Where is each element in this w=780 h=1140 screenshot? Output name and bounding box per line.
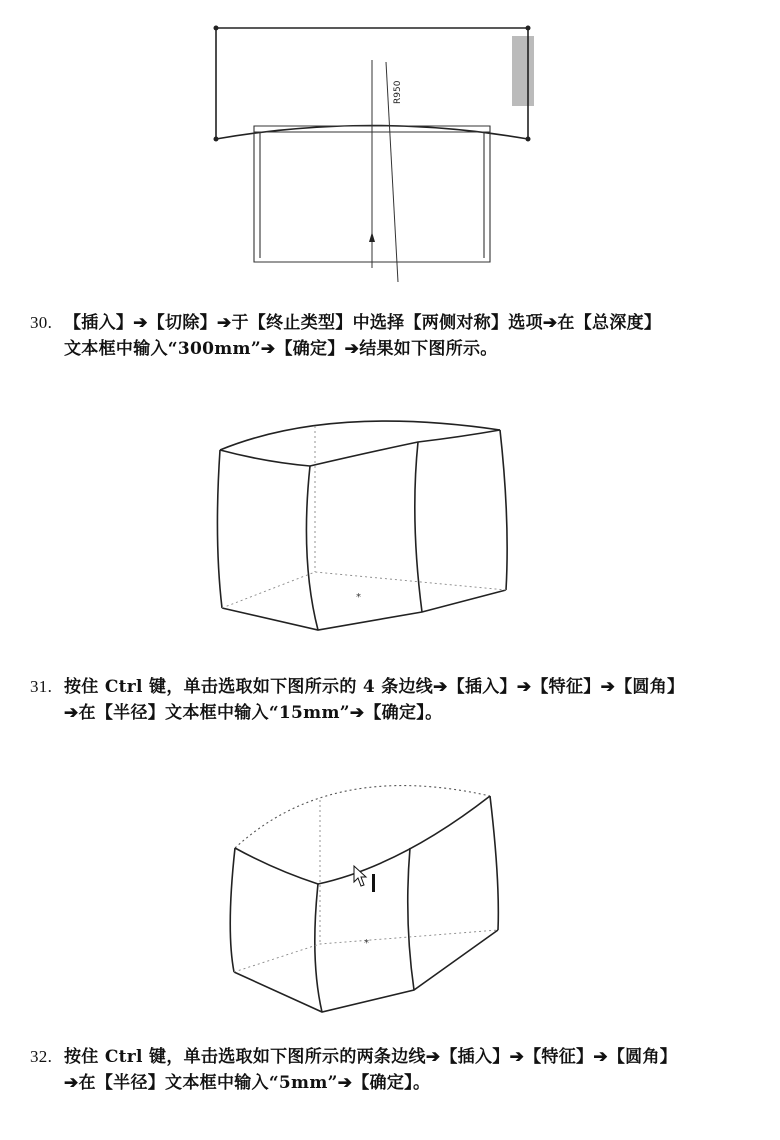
step-number: 30. (30, 313, 53, 332)
step-30-line2: 文本框中输入“300mm”➔【确定】➔结果如下图所示。 (64, 339, 498, 360)
selected-top-back-edge (235, 786, 490, 848)
right-vertical-edge (500, 430, 507, 590)
front-corner-edge (315, 884, 322, 1012)
origin-mark: * (364, 938, 369, 949)
step-30-instruction (30, 310, 760, 363)
step-32-line2: ➔在【半径】文本框中输入“5mm”➔【确定】。 (64, 1073, 431, 1094)
top-face-back-curve (220, 421, 500, 450)
mouse-pointer-icon (354, 866, 366, 886)
top-face-front-curve (235, 796, 490, 884)
sketch-figure-r950 (0, 0, 780, 300)
left-vertical-edge (217, 450, 222, 608)
front-corner-edge (306, 466, 318, 630)
bottom-front-edge (222, 590, 506, 630)
corner-point (214, 26, 219, 31)
step-31-line1: 按住 Ctrl 键，单击选取如下图所示的 4 条边线➔【插入】➔【特征】➔【圆角】 (64, 677, 685, 697)
step-32-instruction (30, 1044, 760, 1097)
corner-point (526, 137, 531, 142)
step-32-line1: 按住 Ctrl 键，单击选取如下图所示的两条边线➔【插入】➔【特征】➔【圆角】 (64, 1047, 678, 1067)
bottom-front-edge (234, 930, 498, 1012)
radius-dimension-label: R950 (393, 80, 403, 104)
middle-edge (415, 442, 422, 612)
middle-edge (408, 848, 414, 990)
right-vertical-edge (490, 796, 498, 930)
top-face-front-curve (220, 430, 500, 466)
step-30-line1: 【插入】➔【切除】➔于【终止类型】中选择【两侧对称】选项➔在【总深度】 (64, 313, 662, 333)
step-31-instruction (30, 674, 760, 727)
step-number: 32. (30, 1047, 53, 1066)
dimension-arrow (369, 232, 375, 242)
corner-point (526, 26, 531, 31)
text-cursor-mark (372, 874, 375, 892)
origin-mark: * (356, 592, 361, 603)
step-31-line2: ➔在【半径】文本框中输入“15mm”➔【确定】。 (64, 703, 443, 724)
hidden-back-edge (222, 572, 506, 608)
step-number: 31. (30, 677, 53, 696)
scan-noise-mark (512, 36, 534, 106)
left-vertical-edge (230, 848, 235, 972)
corner-point (214, 137, 219, 142)
hidden-back-edge (234, 930, 498, 972)
